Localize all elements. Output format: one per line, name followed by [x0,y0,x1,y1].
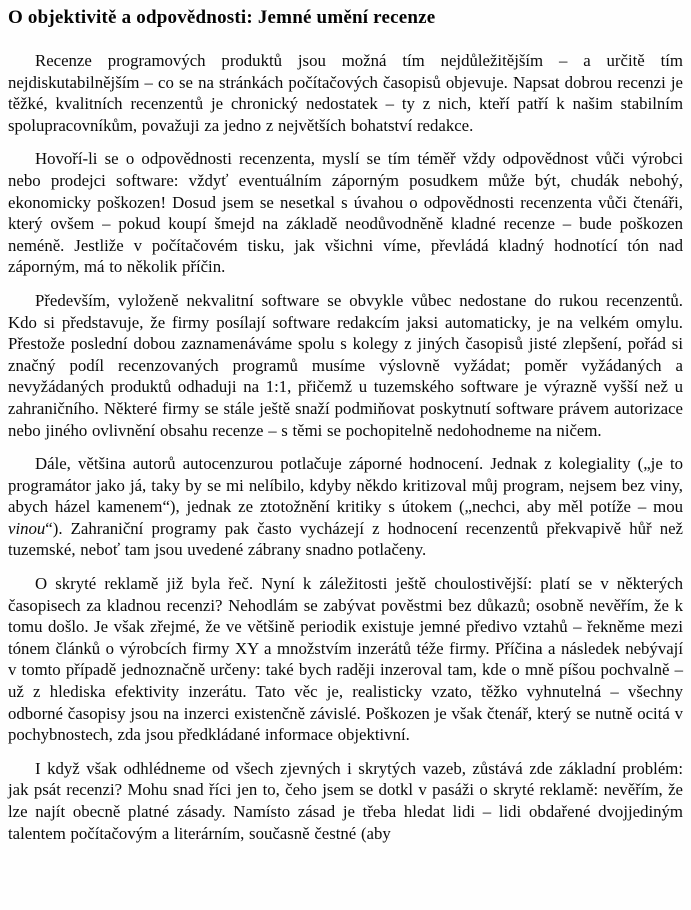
article-body [8,50,683,844]
article-paragraph [8,573,683,746]
article-paragraph [8,453,683,561]
text-run: Dále, většina autorů autocenzurou potlačuje záporné hodnocení. Jednak z kolegiality („je to programátor jako já, taky by se mi nelíbilo, kdyby někdo kritizoval můj program, nejsem bez viny, abych házel kamenem“), jednak ze ztotožnění kritiky s útokem („nechci, aby měl potíže – mou [8,454,683,517]
article-paragraph [8,148,683,278]
text-run: “). Zahraniční programy pak často vycházejí z hodnocení recenzentů překvapivě hůř než tuzemské, neboť tam jsou uvedené zábrany snadno potlačeny. [8,518,683,560]
text-run: Recenze programových produktů jsou možná tím nejdůležitějším – a určitě tím nejdiskutabilnějším – co se na stránkách počítačových časopisů objevuje. Napsat dobrou recenzi je těžké, kvalitních recenzentů je chronický nedostatek – ty z nich, kteří patří k našim stabilním spolupracovníkům, považuji za jedno z největších bohatství redakce. [8,51,683,135]
text-run: I když však odhlédneme od všech zjevných i skrytých vazeb, zůstává zde základní problém: jak psát recenzi? Mohu snad říci jen to, čeho jsem se dotkl v pasáži o skryté reklamě: nevěřím, že lze najít obecně platné zásady. Namísto zásad je třeba hledat lidi – lidi obdařené dvojjediným talentem počítačovým a literárním, současně čestné (aby [8,758,683,843]
text-run: O skryté reklamě již byla řeč. Nyní k záležitosti ještě choulostivější: platí se v některých časopisech za kladnou recenzi? Nehodlám se zabývat pověstmi bez důkazů; osobně nevěřím, že k tomu došlo. Je však zřejmé, že ve většině periodik existuje jemné předivo vztahů – řekněme mezi tónem článků o výrobcích firmy XY a množstvím inzerátů téže firmy. Příčina a následek nebývají v tomto případě jednoznačně určeny: také bych raději inzeroval tam, kde o mně píšou pochvalně – už z hlediska efektivity inzerátu. Tato věc je, realisticky vzato, těžko vyhnutelná – všechny odborné časopisy jsou na inzerci existenčně závislé. Poškozen je však čtenář, který se nutně ocitá v pochybnostech, zda jsou předkládané informace objektivní. [8,574,683,745]
article-paragraph [8,758,683,844]
text-run: Především, vyloženě nekvalitní software se obvykle vůbec nedostane do rukou recenzentů. Kdo si představuje, že firmy posílají software redakcím jaksi automaticky, je na velkém omylu. Přestože poslední dobou zaznamenáváme spolu s kolegy z jiných časopisů jisté zlepšení, pořád si značný podíl recenzovaných programů musíme výslovně vyžádat; poměr vyžádaných a nevyžádaných produktů odhaduji na 1:1, přičemž u tuzemského software je výrazně vyšší než u zahraničního. Některé firmy se stále ještě snaží podmiňovat poskytnutí software právem autorizace nebo jiného ovlivnění obsahu recenze – s těmi se pochopitelně nedohodneme na ničem. [8,290,683,440]
article-title: O objektivitě a odpovědnosti: Jemné umění recenze [8,7,436,28]
text-run-italic: vinou [8,518,46,538]
article-paragraph [8,290,683,441]
article-paragraph [8,50,683,136]
text-run: Hovoří-li se o odpovědnosti recenzenta, myslí se tím téměř vždy odpovědnost vůči výrobci nebo prodejci software: vždyť eventuálním záporným posudkem může být, chudák nebohý, ekonomicky poškozen! Dosud jsem se nesetkal s úvahou o odpovědnosti recenzenta vůči čtenáři, který ovšem – pokud koupí šmejd na základě neodůvodněně kladné recenze – bude poškozen neméně. Jestliže v počítačovém tisku, jak všichni víme, převládá kladný hodnotící tón nad záporným, má to několik příčin. [8,149,683,277]
